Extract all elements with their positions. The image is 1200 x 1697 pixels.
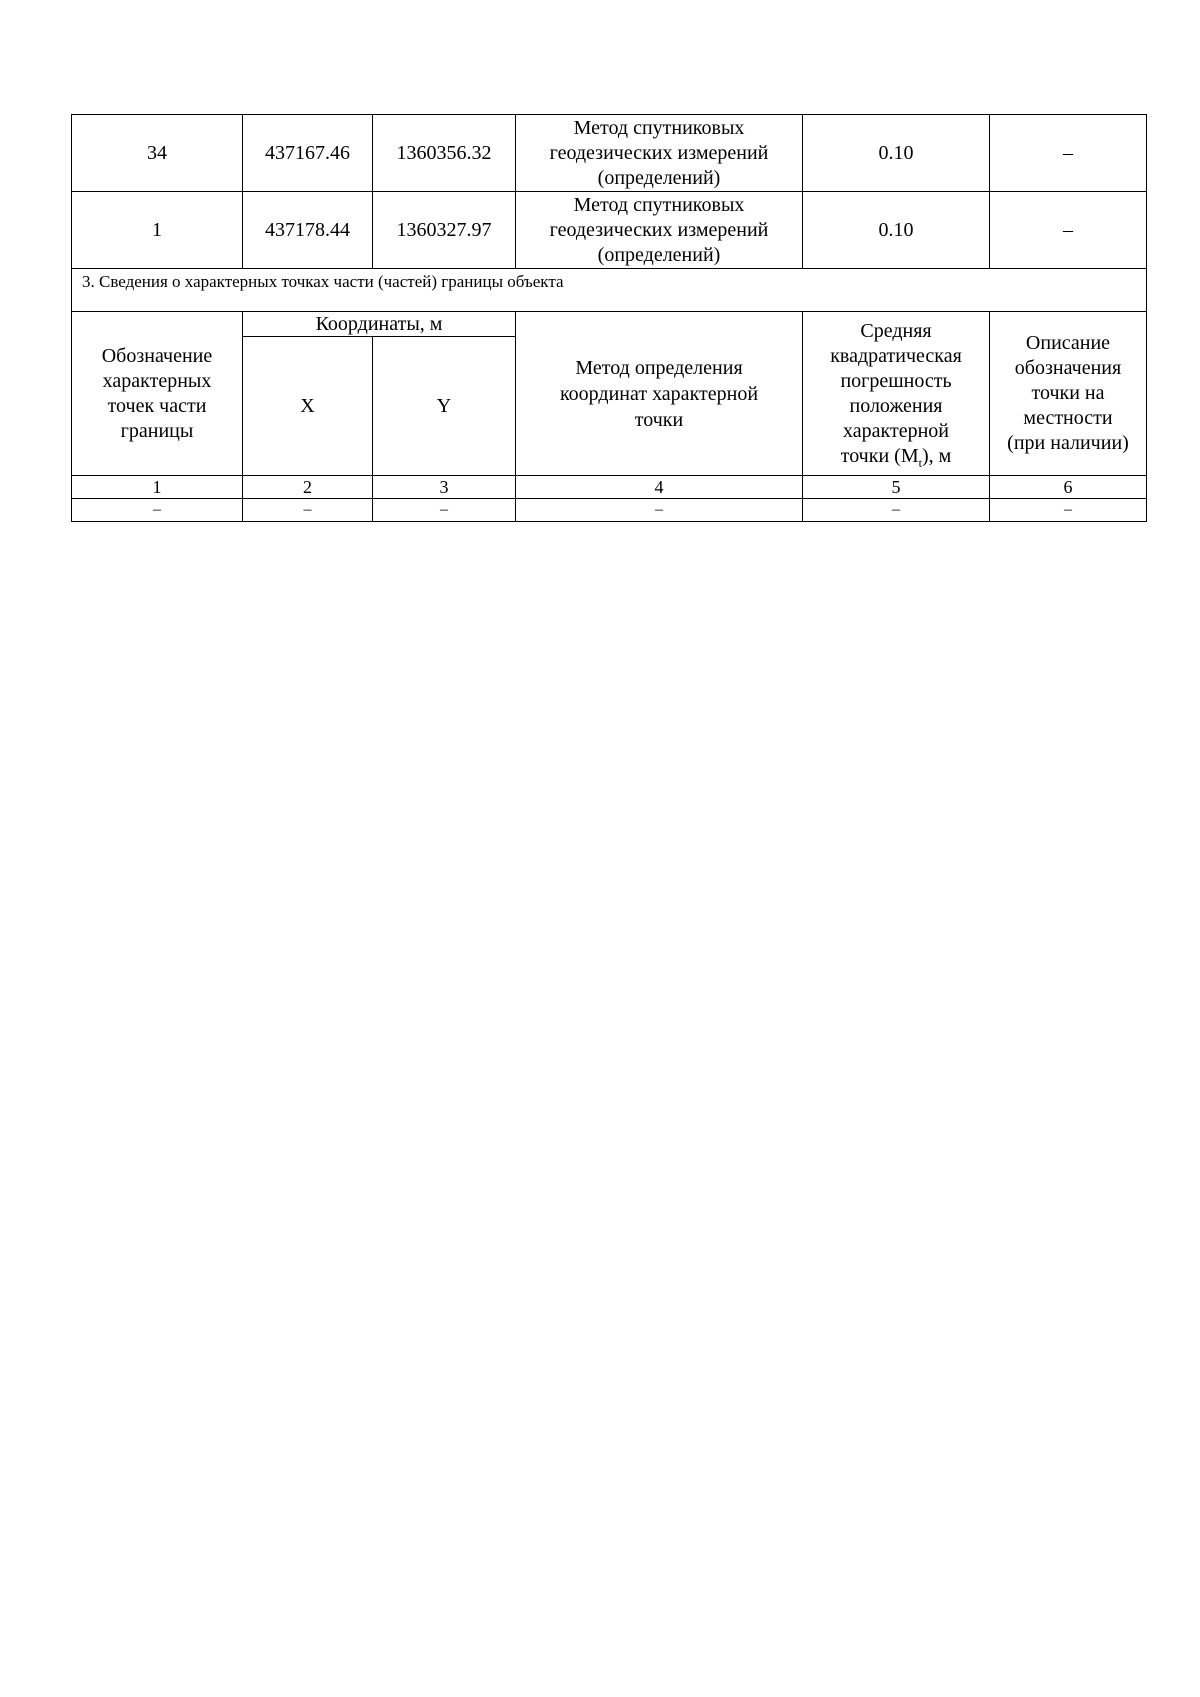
column-number: 2 (243, 476, 373, 499)
empty-cell: – (243, 499, 373, 522)
header-line: квадратическая (830, 344, 962, 367)
header-line: погрешность (840, 369, 952, 392)
column-number: 3 (373, 476, 516, 499)
header-text: ), м (921, 444, 952, 467)
table-row (72, 192, 1147, 269)
header-line: характерных (102, 369, 212, 392)
header-line: обозначения (1014, 357, 1122, 379)
header-line: Обозначение (101, 344, 213, 367)
y-coordinate-cell: 1360356.32 (373, 115, 516, 192)
header-row (72, 312, 1147, 337)
y-coordinate-cell: 1360327.97 (373, 192, 516, 269)
header-line: Метод определения (575, 356, 743, 379)
method-header (516, 312, 803, 476)
x-coordinate-cell: 437167.46 (243, 115, 373, 192)
empty-cell: – (516, 499, 803, 522)
description-cell: – (990, 192, 1147, 269)
column-number: 4 (516, 476, 803, 499)
section-title: 3. Сведения о характерных точках части (частей) границы объекта (72, 269, 1147, 312)
empty-cell: – (72, 499, 243, 522)
table-row (72, 115, 1147, 192)
y-header: Y (373, 337, 516, 476)
header-line: Описание (1025, 332, 1111, 354)
header-text: точки (M (840, 444, 919, 467)
accuracy-header (803, 312, 990, 476)
designation-header (72, 312, 243, 476)
header-line (807, 444, 985, 469)
column-number: 6 (990, 476, 1147, 499)
header-line: координат характерной (559, 382, 759, 405)
method-line: (определений) (597, 243, 721, 266)
header-line: точек части (107, 394, 207, 417)
point-number-cell: 34 (72, 115, 243, 192)
method-line: геодезических измерений (549, 218, 769, 241)
header-line: положения (849, 394, 943, 417)
method-line: Метод спутниковых (573, 116, 745, 139)
empty-cell: – (990, 499, 1147, 522)
method-cell (516, 192, 803, 269)
coordinates-group-header: Координаты, м (243, 312, 516, 337)
subscript-t: t (918, 455, 922, 470)
table-row (72, 499, 1147, 522)
header-line: границы (120, 419, 194, 442)
empty-cell: – (373, 499, 516, 522)
column-number-row (72, 476, 1147, 499)
header-line: (при наличии) (1007, 432, 1129, 454)
description-cell: – (990, 115, 1147, 192)
accuracy-cell: 0.10 (803, 115, 990, 192)
method-line: Метод спутниковых (573, 193, 745, 216)
method-line: геодезических измерений (549, 141, 769, 164)
accuracy-cell: 0.10 (803, 192, 990, 269)
empty-cell: – (803, 499, 990, 522)
x-header: X (243, 337, 373, 476)
section-title-row (72, 269, 1147, 312)
header-line: точки (634, 408, 684, 431)
method-line: (определений) (597, 166, 721, 189)
coordinates-table (71, 114, 1147, 522)
description-header (990, 312, 1147, 476)
column-number: 1 (72, 476, 243, 499)
header-line: местности (1023, 407, 1113, 429)
header-line: точки на (1031, 382, 1105, 404)
column-number: 5 (803, 476, 990, 499)
x-coordinate-cell: 437178.44 (243, 192, 373, 269)
method-cell (516, 115, 803, 192)
header-line: Средняя (860, 319, 932, 342)
point-number-cell: 1 (72, 192, 243, 269)
header-line: характерной (843, 419, 949, 442)
